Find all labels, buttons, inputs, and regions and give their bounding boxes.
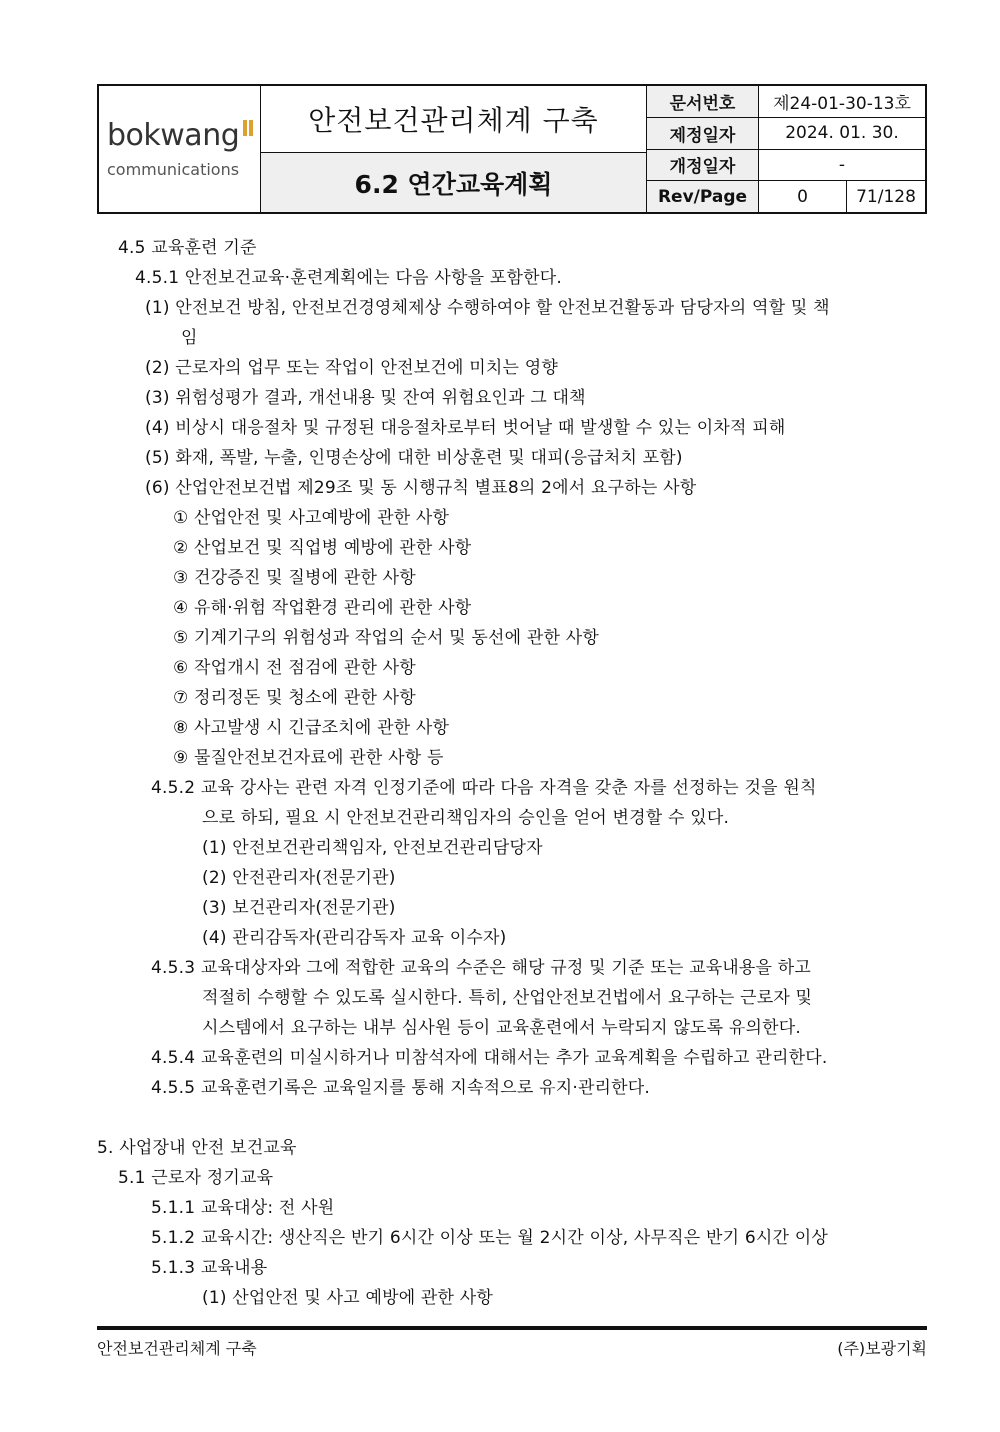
document-header — [97, 84, 927, 214]
sub-item-9: ⑨ 물질안전보건자료에 관한 사항 등 — [173, 748, 444, 768]
footer-rule — [97, 1326, 927, 1330]
logo-wordmark: bokwang — [107, 118, 240, 153]
content-item-1: (1) 산업안전 및 사고 예방에 관한 사항 — [202, 1288, 494, 1308]
sub-item-4: ④ 유해·위험 작업환경 관리에 관한 사항 — [173, 598, 472, 618]
logo-bars-icon — [243, 120, 255, 140]
heading-5: 5. 사업장내 안전 보건교육 — [97, 1138, 297, 1158]
list-item-4: (4) 비상시 대응절차 및 규정된 대응절차로부터 벗어날 때 발생할 수 있는 이차적 피해 — [145, 418, 786, 438]
sub-item-7: ⑦ 정리정돈 및 청소에 관한 사항 — [173, 688, 416, 708]
document-title: 안전보건관리체계 구축 — [261, 86, 646, 153]
instructor-item-1: (1) 안전보건관리책임자, 안전보건관리담당자 — [202, 838, 543, 858]
clause-4-5-4: 4.5.4 교육훈련의 미실시하거나 미참석자에 대해서는 추가 교육계획을 수립하고 관리한다. — [151, 1048, 828, 1068]
clause-5-1-2: 5.1.2 교육시간: 생산직은 반기 6시간 이상 또는 월 2시간 이상, 사무직은 반기 6시간 이상 — [151, 1228, 828, 1248]
list-item-2: (2) 근로자의 업무 또는 작업이 안전보건에 미치는 영향 — [145, 358, 558, 378]
footer-company-name: (주)보광기획 — [837, 1339, 927, 1358]
document-meta — [647, 86, 925, 212]
sub-item-6: ⑥ 작업개시 전 점검에 관한 사항 — [173, 658, 416, 678]
list-item-3: (3) 위험성평가 결과, 개선내용 및 잔여 위험요인과 그 대책 — [145, 388, 586, 408]
clause-4-5-5: 4.5.5 교육훈련기록은 교육일지를 통해 지속적으로 유지·관리한다. — [151, 1078, 651, 1098]
list-item-1-line2: 임 — [181, 328, 198, 348]
company-logo — [99, 86, 261, 212]
footer-document-name: 안전보건관리체계 구축 — [97, 1339, 257, 1358]
clause-5-1-3: 5.1.3 교육내용 — [151, 1258, 268, 1278]
sub-item-3: ③ 건강증진 및 질병에 관한 사항 — [173, 568, 416, 588]
issue-date-value: 2024. 01. 30. — [785, 123, 899, 144]
meta-row-rev-page — [647, 181, 925, 212]
revision-date-value: - — [838, 154, 846, 175]
clause-4-5-3-line3: 시스템에서 요구하는 내부 심사원 등이 교육훈련에서 누락되지 않도록 유의한다. — [202, 1018, 801, 1038]
sub-item-8: ⑧ 사고발생 시 긴급조치에 관한 사항 — [173, 718, 450, 738]
section-title: 6.2 연간교육계획 — [261, 153, 646, 212]
list-item-5: (5) 화재, 폭발, 누출, 인명손상에 대한 비상훈련 및 대피(응급처치 포함) — [145, 448, 683, 468]
sub-item-2: ② 산업보건 및 직업병 예방에 관한 사항 — [173, 538, 472, 558]
logo-subtitle: communications — [107, 160, 240, 179]
revision-number: 0 — [759, 181, 847, 212]
instructor-item-4: (4) 관리감독자(관리감독자 교육 이수자) — [202, 928, 507, 948]
meta-row-revision-date — [647, 150, 925, 182]
sub-item-1: ① 산업안전 및 사고예방에 관한 사항 — [173, 508, 450, 528]
list-item-6: (6) 산업안전보건법 제29조 및 동 시행규칙 별표8의 2에서 요구하는 사항 — [145, 478, 697, 498]
heading-5-1: 5.1 근로자 정기교육 — [118, 1168, 274, 1188]
doc-no-value: 제24-01-30-13호 — [773, 93, 911, 114]
clause-5-1-1: 5.1.1 교육대상: 전 사원 — [151, 1198, 335, 1218]
meta-row-issue-date — [647, 118, 925, 150]
meta-row-doc-no — [647, 86, 925, 118]
instructor-item-2: (2) 안전관리자(전문기관) — [202, 868, 396, 888]
clause-4-5-3-line1: 4.5.3 교육대상자와 그에 적합한 교육의 수준은 해당 규정 및 기준 또는 교육내용을 하고 — [151, 958, 812, 978]
sub-item-5: ⑤ 기계기구의 위험성과 작업의 순서 및 동선에 관한 사항 — [173, 628, 599, 648]
rev-page-label: Rev/Page — [647, 181, 759, 212]
list-item-1-line1: (1) 안전보건 방침, 안전보건경영체제상 수행하여야 할 안전보건활동과 담당자의 역할 및 책 — [145, 298, 830, 318]
clause-4-5-2-line2: 으로 하되, 필요 시 안전보건관리책임자의 승인을 얻어 변경할 수 있다. — [202, 808, 730, 828]
instructor-item-3: (3) 보건관리자(전문기관) — [202, 898, 396, 918]
header-title-block — [261, 86, 647, 212]
heading-4-5: 4.5 교육훈련 기준 — [118, 238, 257, 258]
revision-date-label: 개정일자 — [647, 150, 759, 181]
clause-4-5-1: 4.5.1 안전보건교육·훈련계획에는 다음 사항을 포함한다. — [135, 268, 562, 288]
page-number: 71/128 — [856, 186, 916, 207]
doc-no-label: 문서번호 — [647, 86, 759, 117]
clause-4-5-2-line1: 4.5.2 교육 강사는 관련 자격 인정기준에 따라 다음 자격을 갖춘 자를 선정하는 것을 원칙 — [151, 778, 817, 798]
clause-4-5-3-line2: 적절히 수행할 수 있도록 실시한다. 특히, 산업안전보건법에서 요구하는 근로자 및 — [202, 988, 813, 1008]
issue-date-label: 제정일자 — [647, 118, 759, 149]
